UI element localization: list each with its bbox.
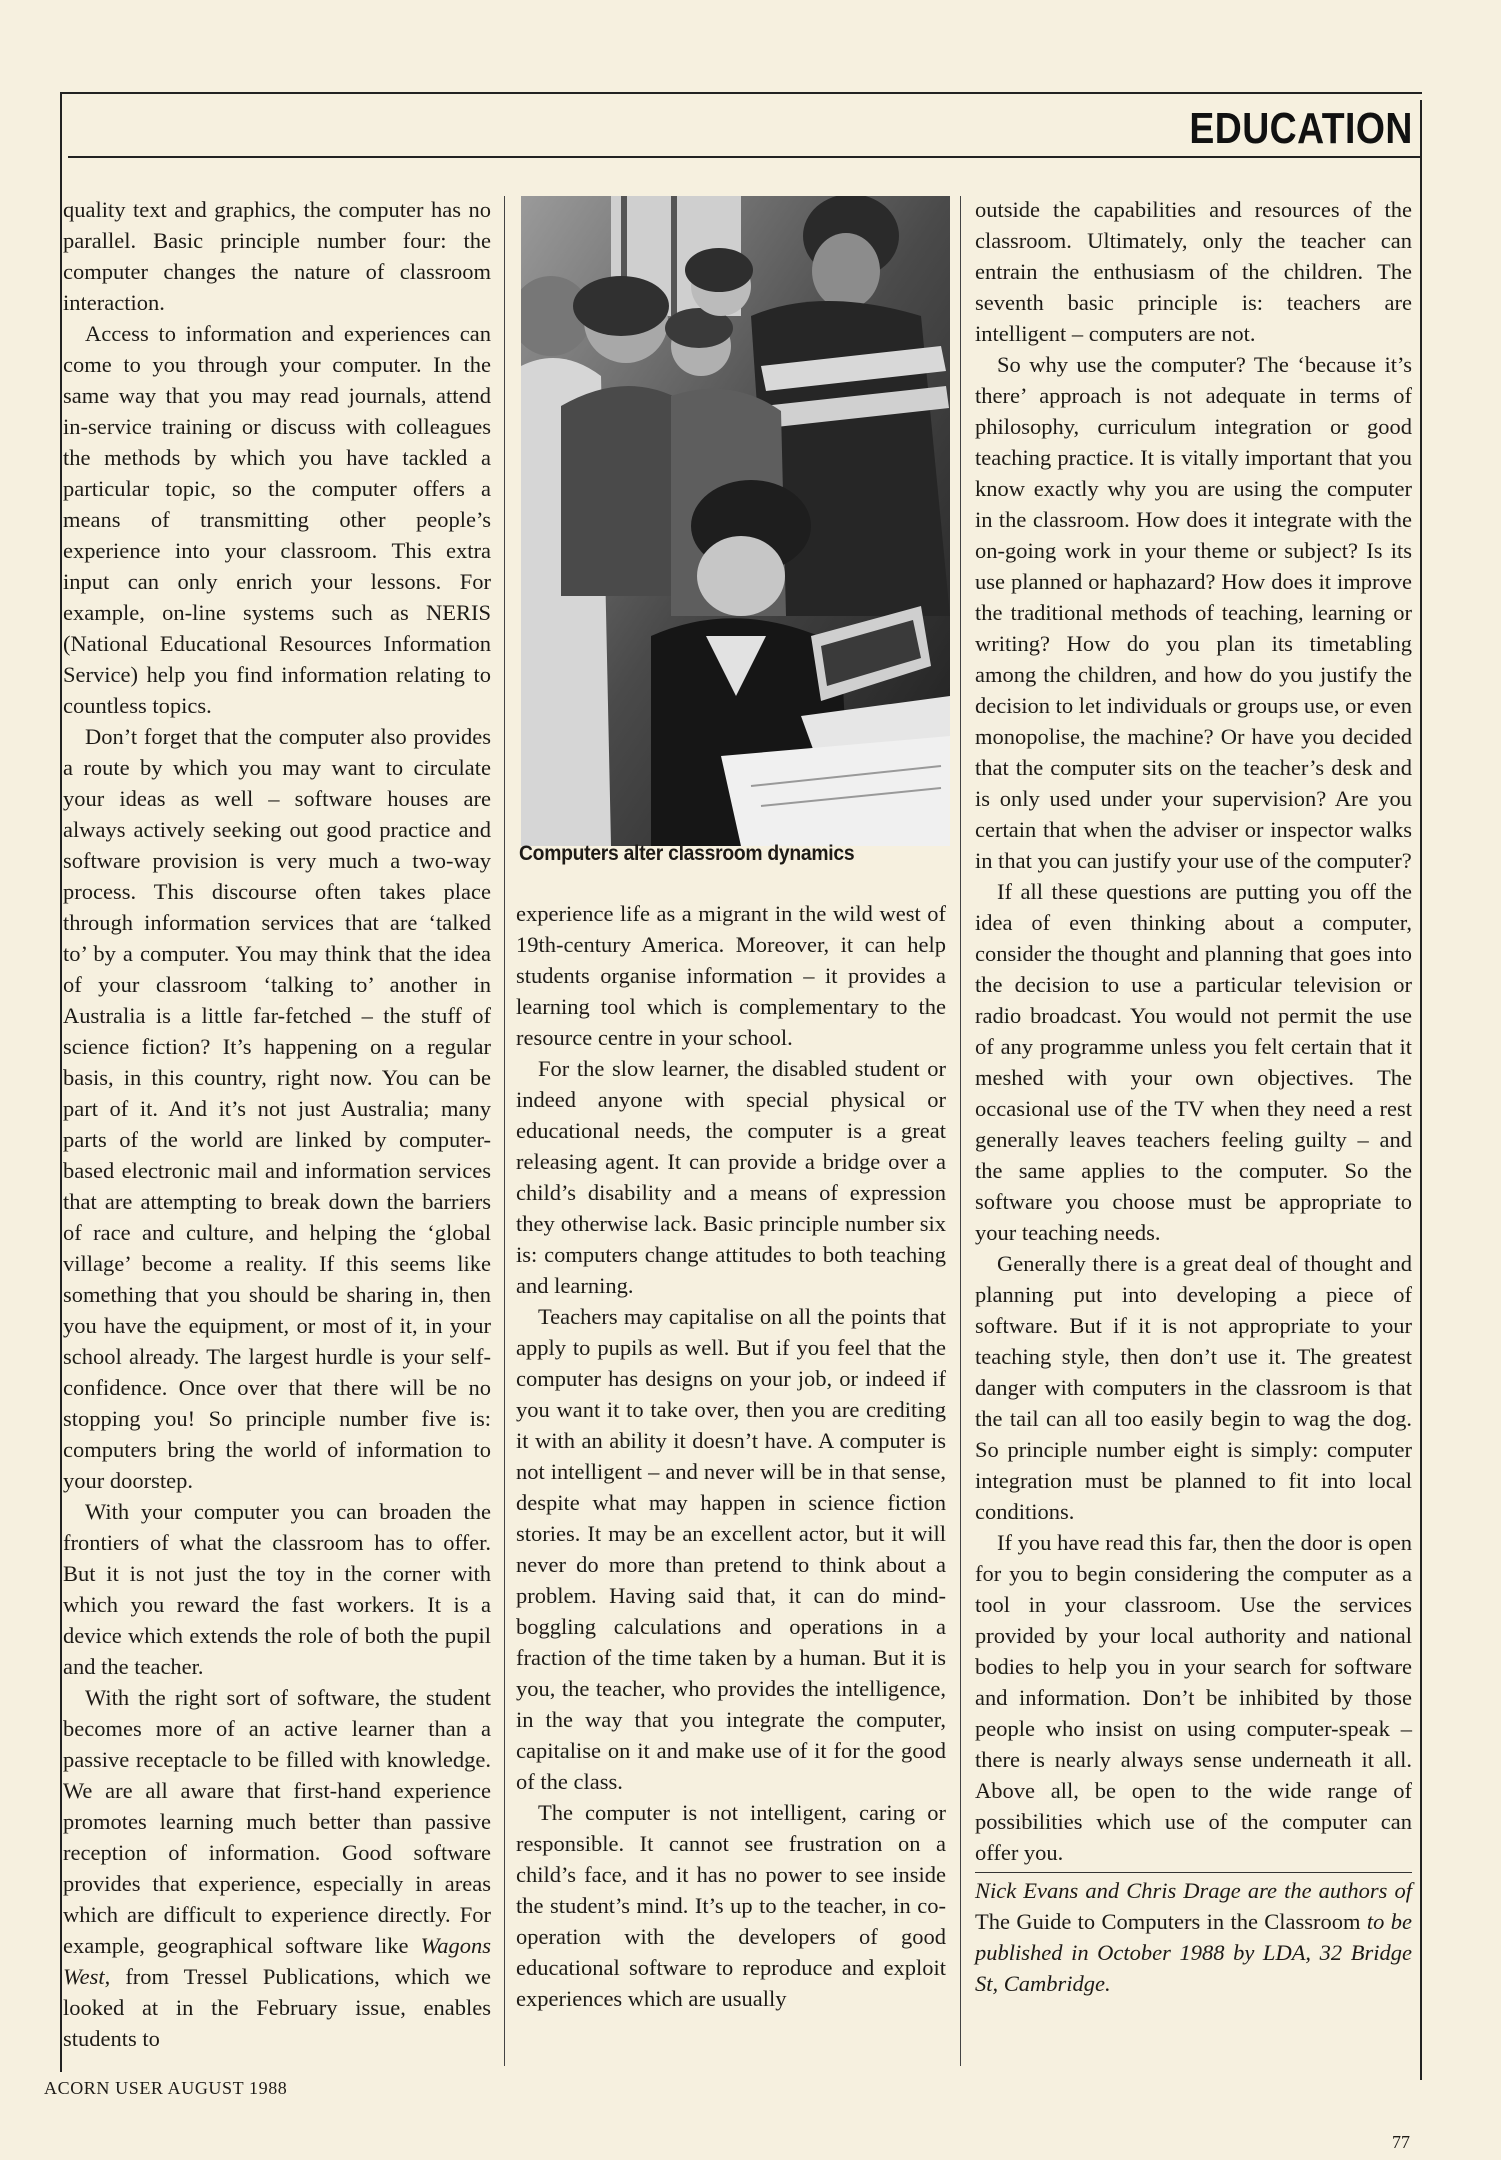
article-column-1: [63, 194, 491, 2054]
paragraph: Access to information and experiences can come to you through your computer. In the same way that you may read journals, attend in-service training or discuss with colleagues the methods by which you have tackled a particular topic, so the computer offers a means of transmitting other people’s experience into your classroom. This extra input can only enrich your lessons. For example, on-line systems such as NERIS (National Educational Resources Information Service) help you find information relating to countless topics.: [63, 321, 491, 718]
paragraph: experience life as a migrant in the wild west of 19th-century America. Moreover, it can help students organise information – it provides a learning tool which is complementary to the resource centre in your school.: [516, 901, 946, 1050]
article-column-3: [975, 194, 1412, 1999]
section-title: EDUCATION: [1189, 104, 1413, 153]
paragraph: Teachers may capitalise on all the points that apply to pupils as well. But if you feel that the computer has designs on your job, or indeed if you want it to take over, then you are crediting it with an ability it doesn’t have. A computer is not intelligent – and never will be in that sense, despite what may happen in science fiction stories. It may be an excellent actor, but it will never do more than pretend to think about a problem. Having said that, it can do mind-boggling calculations and operations in a fraction of the time taken by a human. But it is you, the teacher, who provides the intelligence, in the way that you integrate the computer, capitalise on it and make use of it for the good of the class.: [516, 1304, 946, 1794]
book-title: The Guide to Computers in the Classroom: [975, 1909, 1361, 1934]
paragraph: Don’t forget that the computer also provides a route by which you may want to circulate your ideas as well – software houses are always actively seeking out good practice and software provision is very much a two-way process. This discourse often takes place through information services that are ‘talked to’ by a computer. You may think that the idea of your classroom ‘talking to’ another in Australia is a little far-fetched – the stuff of science fiction? It’s happening on a regular basis, in this country, right now. You can be part of it. And it’s not just Australia; many parts of the world are linked by computer-based electronic mail and information services that are attempting to break down the barriers of race and culture, and helping the ‘global village’ become a reality. If this seems like something that you should be sharing in, then you have the equipment, or most of it, in your school already. The largest hurdle is your self-confidence. Once over that there will be no stopping you! So principle number five is: computers bring the world of information to your doorstep.: [63, 724, 491, 1493]
author-bio-rule: [975, 1872, 1412, 1999]
bio-lead: Nick Evans and Chris Drage are the authors of: [975, 1878, 1412, 1903]
frame-right-rule: [1420, 100, 1422, 2080]
publication-footer: ACORN USER AUGUST 1988: [44, 2078, 288, 2098]
paragraph: outside the capabilities and resources of the classroom. Ultimately, only the teacher can entrain the enthusiasm of the children. The seventh basic principle is: teachers are intelligent – computers are not.: [975, 197, 1412, 346]
paragraph: quality text and graphics, the computer has no parallel. Basic principle number four: the computer changes the nature of classroom interaction.: [63, 197, 491, 315]
paragraph: So why use the computer? The ‘because it’s there’ approach is not adequate in terms of philosophy, curriculum integration or good teaching practice. It is vitally important that you know exactly why you are using the computer in the classroom. How does it integrate with the on-going work in your theme or subject? Is its use planned or haphazard? How does it improve the traditional methods of teaching, learning or writing? How do you plan its timetabling among the children, and how do you justify the decision to let individuals or groups use, or even monopolise, the machine? Or have you decided that the computer sits on the teacher’s desk and is only used under your supervision? Are you certain that when the adviser or inspector walks in that you can justify your use of the computer?: [975, 352, 1412, 873]
software-title: Wagons West: [63, 1933, 492, 1989]
classroom-photo-illustration: [521, 196, 950, 846]
paragraph: The computer is not intelligent, caring or responsible. It cannot see frustration on a child’s face, and it has no power to see inside the student’s mind. It’s up to the teacher, in co-operation with the developers of good educational software to reproduce and exploit experiences which are usually: [516, 1800, 946, 2011]
classroom-photo: [521, 196, 950, 846]
paragraph: Generally there is a great deal of thought and planning put into developing a piece of software. But if it is not appropriate to your teaching style, then don’t use it. The greatest danger with computers in the classroom is that the tail can all too easily begin to wag the dog. So principle number eight is simply: computer integration must be planned to fit into local conditions.: [975, 1251, 1412, 1524]
paragraph: If you have read this far, then the door is open for you to begin considering the computer as a tool in your classroom. Use the services provided by your local authority and national bodies to help you in your search for software and information. Don’t be inhibited by those people who insist on using computer-speak – there is nearly always sense underneath it all. Above all, be open to the wide range of possibilities which use of the computer can offer you.: [975, 1530, 1412, 1865]
frame-top-rule: [60, 92, 1422, 94]
page-number: 77: [1392, 2132, 1410, 2152]
bio-rest: to be published in October 1988 by LDA, 32 Bridge St, Cambridge.: [975, 1909, 1412, 1996]
article-column-2: [516, 898, 946, 2014]
paragraph: [63, 1682, 491, 2054]
column-divider: [960, 196, 961, 2066]
section-header-rule: [68, 156, 1420, 158]
paragraph: For the slow learner, the disabled student or indeed anyone with special physical or educational needs, the computer is a great releasing agent. It can provide a bridge over a child’s disability and a means of expression they otherwise lack. Basic principle number six is: computers change attitudes to both teaching and learning.: [516, 1056, 946, 1298]
photo-caption: Computers alter classroom dynamics: [519, 842, 855, 865]
author-bio: [975, 1875, 1412, 1999]
paragraph-text: With the right sort of software, the student becomes more of an active learner than a passive receptacle to be filled with knowledge. We are all aware that first-hand experience promotes learning much better than passive reception of information. Good software provides that experience, especially in areas which are difficult to experience directly. For example, geographical software like: [63, 1685, 491, 1958]
paragraph: If all these questions are putting you off the idea of even thinking about a computer, consider the thought and planning that goes into the decision to use a particular television or radio broadcast. You would not permit the use of any programme unless you felt certain that it meshed with your own objectives. The occasional use of the TV when they need a rest generally leaves teachers feeling guilty – and the same applies to the computer. So the software you choose must be appropriate to your teaching needs.: [975, 879, 1412, 1245]
column-divider: [504, 196, 505, 2066]
paragraph: With your computer you can broaden the frontiers of what the classroom has to offer. But it is not just the toy in the corner with which you reward the fast workers. It is a device which extends the role of both the pupil and the teacher.: [63, 1499, 491, 1679]
frame-left-rule: [60, 92, 62, 2072]
paragraph-text: , from Tressel Publications, which we looked at in the February issue, enables students to: [63, 1964, 491, 2051]
